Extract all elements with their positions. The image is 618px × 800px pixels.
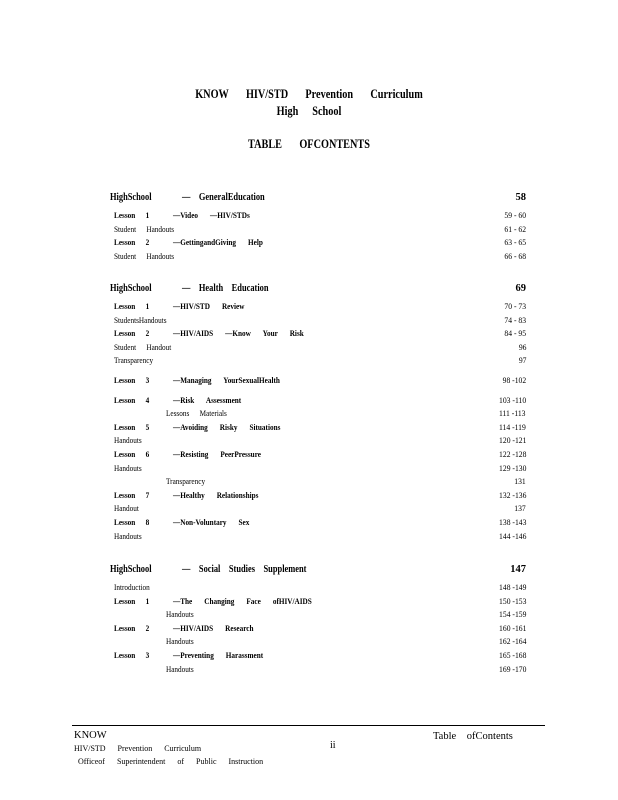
page-range: 144 -146 — [498, 530, 526, 541]
page-range: 154 -159 — [498, 609, 526, 620]
materials-entry — [110, 664, 528, 678]
materials-label: Handouts — [114, 530, 142, 541]
lesson-title: —HIV/AIDS —Know Your Risk — [173, 328, 304, 339]
page-range: 61 - 62 — [504, 223, 526, 234]
page-range: 138 -143 — [498, 516, 526, 527]
page-range: 132 -136 — [498, 489, 526, 500]
materials-entry — [110, 609, 528, 623]
page-range: 98 -102 — [502, 374, 526, 385]
section-rows — [110, 582, 528, 677]
lesson-title: —HIV/STD Review — [173, 301, 245, 311]
materials-label: Lessons Materials — [166, 408, 227, 419]
page-range: 63 - 65 — [504, 237, 526, 248]
section-page: 147 — [510, 564, 526, 575]
section-heading — [110, 564, 528, 578]
page-range: 150 -153 — [498, 595, 526, 606]
lesson-entry — [110, 650, 528, 664]
lesson-title: —HIV/AIDS Research — [173, 622, 254, 633]
section-page: 58 — [515, 192, 526, 203]
lesson-entry — [110, 490, 528, 504]
page-range: 70 - 73 — [504, 301, 526, 311]
section-subtitle: — Social Studies Supplement — [182, 564, 307, 575]
section-page: 69 — [515, 283, 526, 294]
lesson-title: —Healthy Relationships — [173, 489, 259, 500]
lesson-title: —Managing YourSexualHealth — [173, 374, 280, 385]
lesson-title: —Resisting PeerPressure — [173, 448, 261, 459]
lesson-number: Lesson 2 — [114, 237, 150, 248]
lesson-title: —GettingandGiving Help — [173, 237, 263, 248]
curriculum-title: KNOW HIV/STD Prevention Curriculum — [195, 87, 423, 101]
materials-label: Handouts — [166, 663, 194, 674]
lesson-title: —Video —HIV/STDs — [173, 210, 250, 220]
lesson-number: Lesson 2 — [114, 328, 150, 339]
materials-label: Transparency — [166, 476, 206, 487]
page-range: 66 - 68 — [504, 250, 526, 261]
materials-entry — [110, 476, 528, 490]
materials-entry — [110, 503, 528, 517]
lesson-title: —Avoiding Risky Situations — [173, 421, 281, 432]
lesson-entry — [110, 395, 528, 409]
lesson-entry — [110, 328, 528, 342]
materials-label: StudentsHandouts — [114, 314, 167, 325]
lesson-entry — [110, 301, 528, 315]
page-range: 59 - 60 — [504, 210, 526, 220]
materials-entry — [110, 531, 528, 545]
section-rows — [110, 301, 528, 544]
lesson-entry — [110, 449, 528, 463]
lesson-entry — [110, 375, 528, 389]
lesson-title: —Risk Assessment — [173, 394, 242, 405]
materials-entry — [110, 342, 528, 356]
page-range: 129 -130 — [498, 462, 526, 473]
lesson-entry — [110, 237, 528, 251]
lesson-entry — [110, 422, 528, 436]
lesson-number: Lesson 2 — [114, 622, 150, 633]
materials-entry — [110, 582, 528, 596]
lesson-entry — [110, 517, 528, 531]
section-name: HighSchool — [110, 564, 152, 575]
page-range: 120 -121 — [498, 435, 526, 446]
footer-know: KNOW — [74, 730, 107, 741]
page-range: 96 — [518, 341, 526, 352]
materials-label: Student Handouts — [114, 250, 175, 261]
section-heading — [110, 283, 528, 297]
section-general-education — [110, 192, 528, 264]
lesson-number: Lesson 4 — [114, 394, 150, 405]
page-range: 162 -164 — [498, 636, 526, 647]
page-range: 160 -161 — [498, 622, 526, 633]
lesson-entry — [110, 596, 528, 610]
lesson-number: Lesson 7 — [114, 489, 150, 500]
footer-office: Officeof Superintendent of Public Instruction — [78, 757, 264, 766]
page-range: 74 - 83 — [504, 314, 526, 325]
footer-section-title: Table ofContents — [433, 731, 513, 742]
lesson-entry — [110, 623, 528, 637]
lesson-title: —Non-Voluntary Sex — [173, 516, 250, 527]
materials-label: Handouts — [114, 435, 142, 446]
lesson-number: Lesson 5 — [114, 421, 150, 432]
page-range: 169 -170 — [498, 663, 526, 674]
section-rows — [110, 210, 528, 264]
page-number: ii — [330, 740, 336, 751]
section-subtitle: — GeneralEducation — [182, 192, 265, 203]
lesson-number: Lesson 3 — [114, 374, 150, 385]
footer-curriculum: HIV/STD Prevention Curriculum — [74, 744, 202, 753]
document-header — [0, 86, 618, 120]
section-name: HighSchool — [110, 192, 152, 203]
lesson-number: Lesson 1 — [114, 301, 150, 311]
curriculum-subtitle: High School — [276, 104, 342, 118]
materials-entry — [110, 355, 528, 369]
section-name: HighSchool — [110, 283, 152, 294]
section-social-studies — [110, 564, 528, 677]
footer-divider — [72, 725, 545, 726]
page-range: 111 -113 — [499, 408, 526, 419]
materials-label: Handouts — [166, 636, 194, 647]
page-range: 131 — [514, 476, 526, 487]
materials-label: Handouts — [166, 609, 194, 620]
page-range: 137 — [514, 503, 526, 514]
materials-label: Transparency — [114, 355, 154, 366]
section-subtitle: — Health Education — [182, 283, 269, 294]
section-heading — [110, 192, 528, 206]
lesson-number: Lesson 1 — [114, 210, 150, 220]
section-health-education — [110, 283, 528, 544]
materials-entry — [110, 315, 528, 329]
materials-entry — [110, 251, 528, 265]
materials-entry — [110, 435, 528, 449]
lesson-title: —Preventing Harassment — [173, 649, 264, 660]
toc-title: TABLE OFCONTENTS — [248, 137, 370, 151]
materials-label: Student Handouts — [114, 223, 175, 234]
materials-entry — [110, 224, 528, 238]
page-range: 103 -110 — [498, 394, 526, 405]
materials-label: Student Handout — [114, 341, 172, 352]
page-range: 148 -149 — [498, 582, 526, 592]
materials-label: Handouts — [114, 462, 142, 473]
materials-label: Handout — [114, 503, 139, 514]
materials-label: Introduction — [114, 582, 150, 592]
lesson-number: Lesson 3 — [114, 649, 150, 660]
lesson-title: —The Changing Face ofHIV/AIDS — [173, 595, 312, 606]
page-range: 84 - 95 — [504, 328, 526, 339]
materials-entry — [110, 636, 528, 650]
page-range: 114 -119 — [499, 421, 526, 432]
page-range: 97 — [518, 355, 526, 366]
page-range: 165 -168 — [498, 649, 526, 660]
lesson-number: Lesson 1 — [114, 595, 150, 606]
lesson-entry — [110, 210, 528, 224]
lesson-number: Lesson 8 — [114, 516, 150, 527]
materials-entry — [110, 408, 528, 422]
page-range: 122 -128 — [498, 448, 526, 459]
lesson-number: Lesson 6 — [114, 448, 150, 459]
materials-entry — [110, 463, 528, 477]
